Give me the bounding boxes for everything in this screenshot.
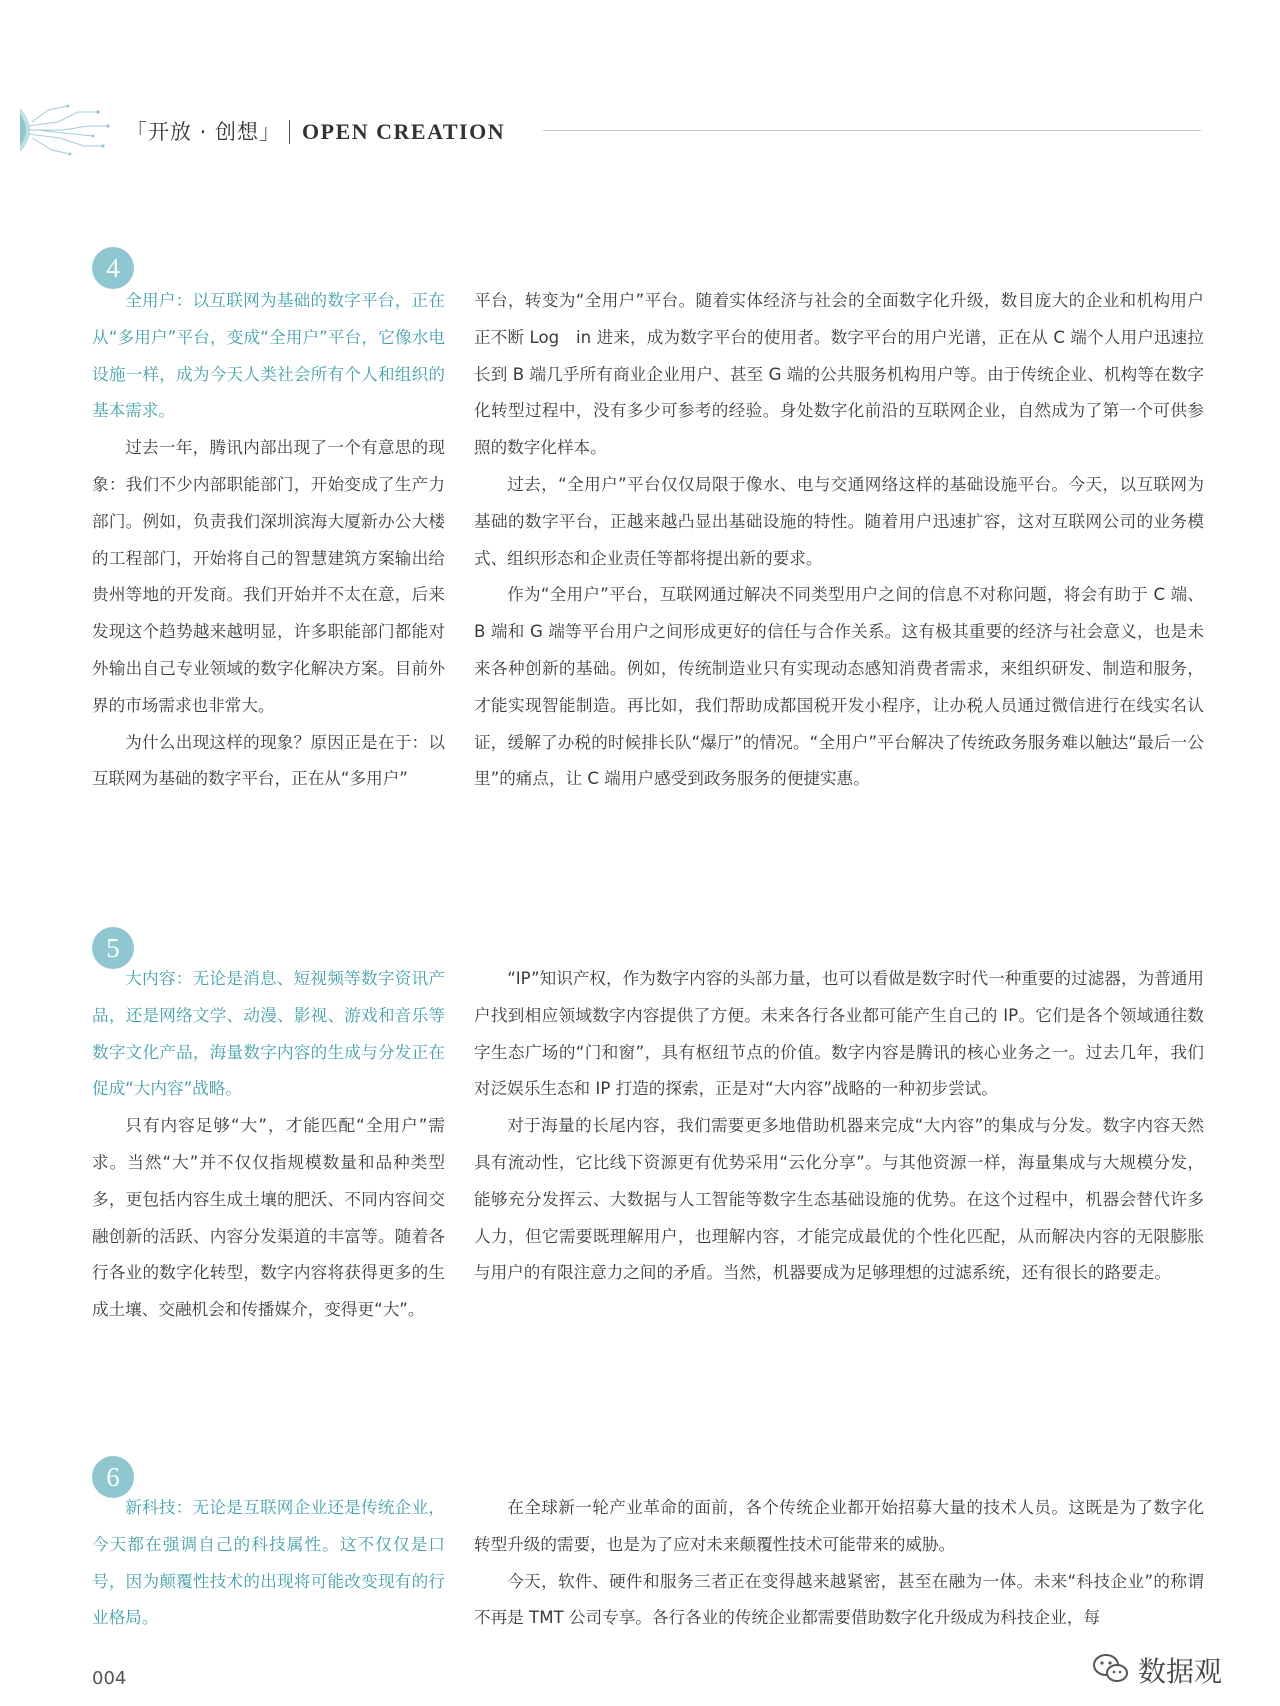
section-right-column	[474, 283, 1204, 798]
section-number-badge: 5	[92, 927, 134, 969]
section-left-column	[92, 283, 445, 798]
page-number: 004	[92, 1668, 127, 1689]
body-paragraph: 过去一年，腾讯内部出现了一个有意思的现象：我们不少内部职能部门，开始变成了生产力部门。例如，负责我们深圳滨海大厦新办公大楼的工程部门，开始将自己的智慧建筑方案输出给贵州等地的开发商。我们开始并不太在意，后来发现这个趋势越来越明显，许多职能部门都能对外输出自己专业领域的数字化解决方案。目前外界的市场需求也非常大。	[92, 438, 445, 715]
body-paragraph: “IP”知识产权，作为数字内容的头部力量，也可以看做是数字时代一种重要的过滤器，为普通用户找到相应领域数字内容提供了方便。未来各行各业都可能产生自己的 IP。它们是各个领域通往数字生态广场的“门和窗”，具有枢纽节点的价值。数字内容是腾讯的核心业务之一。过去几年，我们对泛娱乐生态和 IP 打造的探索，正是对“大内容”战略的一种初步尝试。	[474, 969, 1204, 1099]
page-header	[0, 100, 1280, 160]
header-title	[126, 116, 505, 146]
body-paragraph: 只有内容足够“大”，才能匹配“全用户”需求。当然“大”并不仅仅指规模数量和品种类型多，更包括内容生成土壤的肥沃、不同内容间交融创新的活跃、内容分发渠道的丰富等。随着各行各业的数字化转型，数字内容将获得更多的生成土壤、交融机会和传播媒介，变得更“大”。	[92, 1116, 445, 1320]
watermark-text: 数据观	[1138, 1655, 1223, 1688]
wechat-icon	[1092, 1652, 1130, 1686]
header-rule	[543, 130, 1201, 131]
body-paragraph: 过去，“全用户”平台仅仅局限于像水、电与交通网络这样的基础设施平台。今天，以互联网为基础的数字平台，正越来越凸显出基础设施的特性。随着用户迅速扩容，这对互联网公司的业务模式、组织形态和企业责任等都将提出新的要求。	[474, 474, 1204, 568]
header-title-english: OPEN CREATION	[302, 119, 506, 144]
header-separator	[289, 120, 290, 144]
section-lead-text: 大内容：无论是消息、短视频等数字资讯产品，还是网络文学、动漫、影视、游戏和音乐等数字文化产品，海量数字内容的生成与分发正在促成“大内容”战略。	[92, 969, 445, 1099]
section-left-column	[92, 961, 445, 1329]
header-title-chinese: 「开放 · 创想」	[126, 120, 282, 144]
body-paragraph: 今天，软件、硬件和服务三者正在变得越来越紧密，甚至在融为一体。未来“科技企业”的称谓不再是 TMT 公司专享。各行各业的传统企业都需要借助数字化升级成为科技企业，每	[474, 1571, 1204, 1628]
decorative-circuit-logo	[18, 100, 113, 160]
body-paragraph: 对于海量的长尾内容，我们需要更多地借助机器来完成“大内容”的集成与分发。数字内容天然具有流动性，它比线下资源更有优势采用“云化分享”。与其他资源一样，海量集成与大规模分发，能够充分发挥云、大数据与人工智能等数字生态基础设施的优势。在这个过程中，机器会替代许多人力，但它需要既理解用户，也理解内容，才能完成最优的个性化匹配，从而解决内容的无限膨胀与用户的有限注意力之间的矛盾。当然，机器要成为足够理想的过滤系统，还有很长的路要走。	[474, 1116, 1204, 1283]
section-right-column	[474, 1490, 1204, 1637]
section-lead-text: 全用户：以互联网为基础的数字平台，正在从“多用户”平台，变成“全用户”平台，它像水电设施一样，成为今天人类社会所有个人和组织的基本需求。	[92, 291, 445, 421]
section-left-column	[92, 1490, 445, 1637]
body-paragraph: 作为“全用户”平台，互联网通过解决不同类型用户之间的信息不对称问题，将会有助于 C 端、B 端和 G 端等平台用户之间形成更好的信任与合作关系。这有极其重要的经济与社会意义，也是未来各种创新的基础。例如，传统制造业只有实现动态感知消费者需求，来组织研发、制造和服务，才能实现智能制造。再比如，我们帮助成都国税开发小程序，让办税人员通过微信进行在线实名认证，缓解了办税的时候排长队“爆厅”的情况。“全用户”平台解决了传统政务服务难以触达“最后一公里”的痛点，让 C 端用户感受到政务服务的便捷实惠。	[474, 585, 1204, 789]
body-paragraph-continued: 平台，转变为“全用户”平台。随着实体经济与社会的全面数字化升级，数目庞大的企业和机构用户正不断 Log in 进来，成为数字平台的使用者。数字平台的用户光谱，正在从 C 端个人用户迅速拉长到 B 端几乎所有商业企业用户、甚至 G 端的公共服务机构用户等。由于传统企业、机构等在数字化转型过程中，没有多少可参考的经验。身处数字化前沿的互联网企业，自然成为了第一个可供参照的数字化样本。	[474, 291, 1204, 458]
body-paragraph: 为什么出现这样的现象？原因正是在于：以互联网为基础的数字平台，正在从“多用户”	[92, 732, 445, 789]
section-right-column	[474, 961, 1204, 1292]
section-number-badge: 4	[92, 247, 134, 289]
body-paragraph: 在全球新一轮产业革命的面前，各个传统企业都开始招募大量的技术人员。这既是为了数字化转型升级的需要，也是为了应对未来颠覆性技术可能带来的威胁。	[474, 1498, 1204, 1554]
source-watermark	[1092, 1650, 1272, 1690]
section-lead-text: 新科技：无论是互联网企业还是传统企业，今天都在强调自己的科技属性。这不仅仅是口号，因为颠覆性技术的出现将可能改变现有的行业格局。	[92, 1498, 445, 1628]
section-number-badge: 6	[92, 1456, 134, 1498]
